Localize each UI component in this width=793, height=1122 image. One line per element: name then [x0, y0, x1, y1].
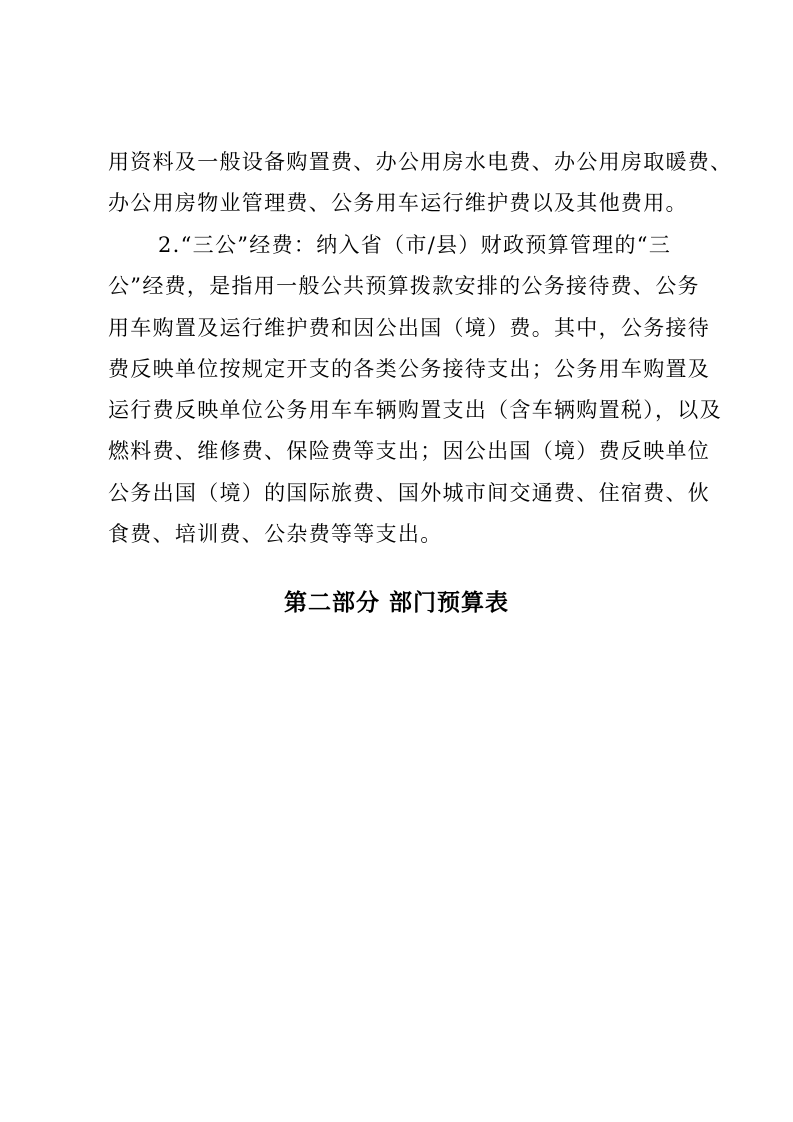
paragraph-line: 费反映单位按规定开支的各类公务接待支出；公务用车购置及: [108, 357, 711, 381]
paragraph-line: 运行费反映单位公务用车车辆购置支出（含车辆购置税），以及: [108, 398, 722, 422]
paragraph-line: 公”经费，是指用一般公共预算拨款安排的公务接待费、公务: [108, 274, 700, 298]
paragraph-line: 公务出国（境）的国际旅费、国外城市间交通费、住宿费、伙: [108, 481, 711, 505]
paragraph-line: 办公用房物业管理费、公务用车运行维护费以及其他费用。: [108, 191, 688, 215]
paragraph-line: 2.“三公”经费：纳入省（市/县）财政预算管理的“三: [158, 233, 672, 257]
paragraph-line: 燃料费、维修费、保险费等支出；因公出国（境）费反映单位: [108, 439, 711, 463]
paragraph-line: 用车购置及运行维护费和因公出国（境）费。其中，公务接待: [108, 316, 711, 340]
section-heading: 第二部分 部门预算表: [283, 590, 509, 616]
paragraph-line: 食费、培训费、公杂费等等支出。: [108, 522, 443, 546]
paragraph-line: 用资料及一般设备购置费、办公用房水电费、办公用房取暖费、: [108, 150, 733, 174]
